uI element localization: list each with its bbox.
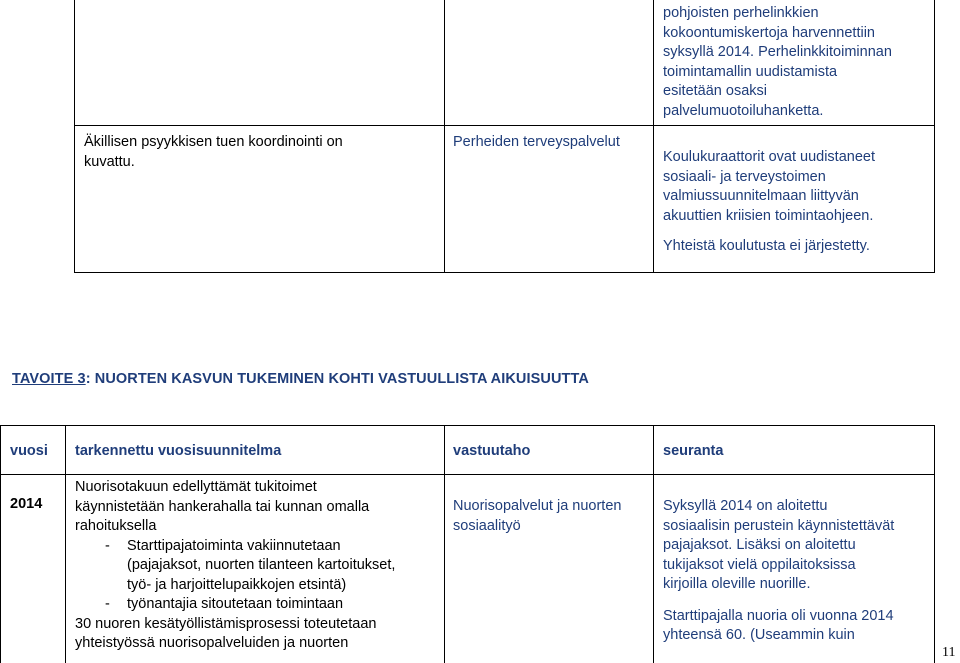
cell-followup: Syksyllä 2014 on aloitettu sosiaalisin perustein käynnistettävät pajajaksot. Lisäksi on aloitettu tukijaksot vielä oppilaitoksissa kirjoilla oleville nuorille. Starttipajalla nuoria oli vuonna 2014 yhteensä 60. (Useammin kuin [663,498,895,643]
top-row2-plan: Äkillisen psyykkisen tuen koordinointi on kuvattu. [84,134,343,170]
cell-responsible: Nuorisopalvelut ja nuorten sosiaalityö [453,498,622,534]
header-followup: seuranta [663,443,724,459]
page-number: 11 [942,645,956,660]
plan-bullets [75,537,395,615]
header-responsible: vastuutaho [453,443,531,459]
section-heading [12,371,589,387]
top-row1-followup: pohjoisten perhelinkkien kokoontumiskertoja harvennettiin syksyllä 2014. Perhelinkkitoiminnan toimintamallin uudistamista esitetään osaksi palvelumuotoiluhanketta. [663,5,892,119]
goal-label: TAVOITE 3 [12,371,86,387]
plan-bullet: - Starttipajatoiminta vakiinnutetaan (pajajaksot, nuorten tilanteen kartoitukset, työ- ja harjoittelupaikkojen etsintä) [105,537,396,593]
top-row2-responsible: Perheiden terveyspalvelut [453,134,620,150]
cell-year: 2014 [10,496,43,512]
top-row2-followup-extra: Yhteistä koulutusta ei järjestetty. [663,238,870,254]
header-year: vuosi [10,443,48,459]
top-row2-followup: Koulukuraattorit ovat uudistaneet sosiaali- ja terveystoimen valmiussuunnitelmaan liittyvän akuuttien kriisien toimintaohjeen. [663,149,875,224]
header-plan: tarkennettu vuosisuunnitelma [75,443,282,459]
cell-plan: Nuorisotakuun edellyttämät tukitoimet käynnistetään hankerahalla tai kunnan omalla rahoituksella - Starttipajatoiminta vakiinnutetaan (pajajaksot, nuorten tilanteen kartoitukset, työ- ja harjoittelupaikkojen etsintä) - työnantajia sitoutetaan toimintaan 30 nuoren kesätyöllistämisprosessi toteutetaan yhteistyössä nuorisopalveluiden ja nuorten [75,479,396,651]
plan-bullet: - työnantajia sitoutetaan toimintaan [105,596,344,612]
goal-title: : NUORTEN KASVUN TUKEMINEN KOHTI VASTUULLISTA AIKUISUUTTA [85,371,589,387]
